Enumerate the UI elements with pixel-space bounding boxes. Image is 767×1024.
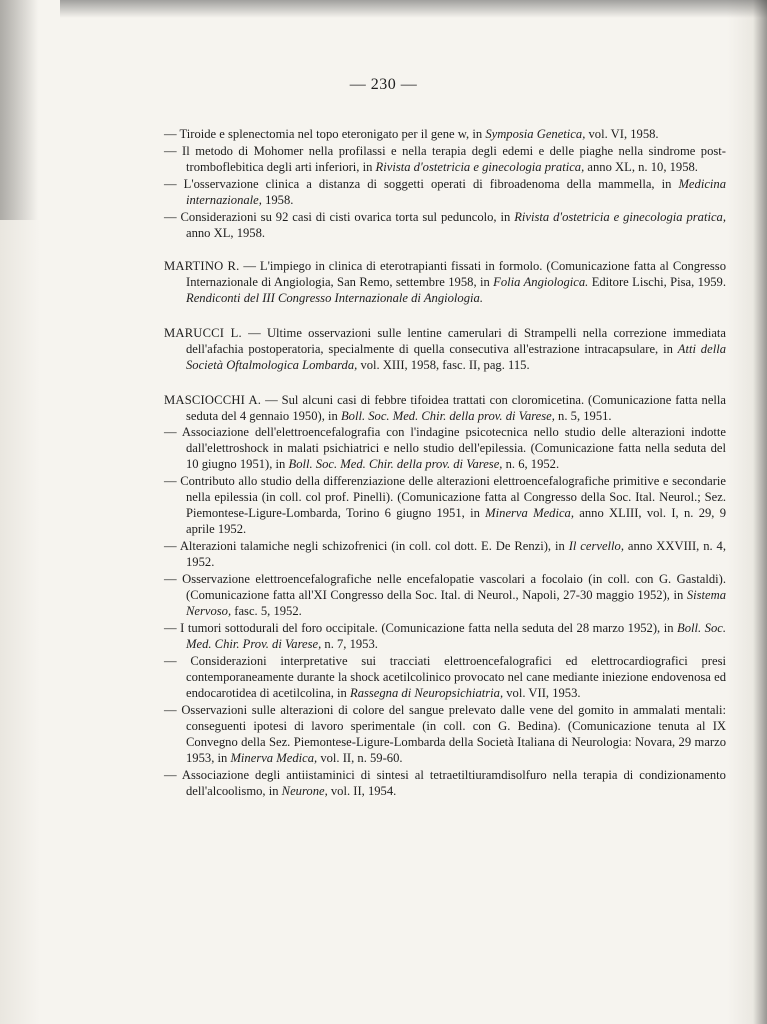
entry-dash: — [164, 210, 181, 224]
author-name: MARUCCI L. [164, 326, 242, 340]
bibliography-entry [164, 126, 726, 142]
entry-citation: vol. VII, 1953. [503, 686, 581, 700]
entry-citation: anno XL, 1958. [186, 226, 266, 240]
author-entry-marucci [164, 325, 726, 373]
entry-dash: — [164, 768, 182, 782]
bibliography-entry [164, 620, 726, 652]
entry-citation: vol. VI, 1958. [585, 127, 659, 141]
entry-dash: — [164, 144, 183, 158]
entry-text: — Sul alcuni casi di febbre tifoidea trattati con cloromicetina. (Comunicazione fatta nella seduta del 4 gennaio 1950), in [186, 393, 727, 423]
scan-left-shadow [0, 0, 38, 220]
entry-dash: — [164, 654, 191, 668]
entry-text: — L'impiego in clinica di eterotrapianti fissati in formolo. (Comunicazione fatta al Congresso Internazionale di Angiologia, San Remo, settembre 1958, in [186, 259, 726, 289]
bibliography-entry [164, 473, 726, 537]
bibliography-entry [164, 424, 726, 472]
entry-text: Osservazioni sulle alterazioni di colore del sangue prelevato dalle vene del gomito in ammalati mentali: conseguenti ipotesi di lavoro sperimentale (in coll. con G. Bedina). (Comunicazione tenuta al IX Convegno della Sez. Piemontese-Ligure-Lombarda della Società Italiana di Neurologia: Novara, 29 marzo 1953, in [181, 703, 726, 765]
bibliography-list [164, 126, 726, 800]
entry-text: Tiroide e splenectomia nel topo eteronigato per il gene w, in [179, 127, 486, 141]
entry-text: L'osservazione clinica a distanza di soggetti operati di fibroadenoma della mammella, in [183, 177, 679, 191]
entry-dash: — [164, 539, 180, 553]
entry-dash: — [164, 572, 183, 586]
author-entry-masciocchi [164, 392, 726, 424]
entry-citation: fasc. 5, 1952. [231, 604, 302, 618]
entry-citation: anno XLIII, vol. I, n. 29, 9 aprile 1952. [186, 506, 727, 536]
entry-text: — Ultime osservazioni sulle lentine camerulari di Strampelli nella correzione immediata dell'afachia postoperatoria, specialmente di quella consecutiva all'estrazione intracapsulare, in [186, 326, 726, 356]
entry-journal: Boll. Soc. Med. Chir. Prov. di Varese, [186, 621, 727, 651]
entry-citation: n. 6, 1952. [502, 457, 560, 471]
entry-citation: vol. II, 1954. [327, 784, 397, 798]
entry-citation: vol. XIII, 1958, fasc. II, pag. 115. [357, 358, 530, 372]
bibliography-entry [164, 209, 726, 241]
entry-dash: — [164, 127, 180, 141]
bibliography-entry [164, 176, 726, 208]
page-number: — 230 — [349, 76, 418, 93]
entry-journal: Folia Angiologica. [493, 275, 589, 289]
entry-journal: Il cervello, [568, 539, 624, 553]
entry-text: I tumori sottodurali del foro occipitale. (Comunicazione fatta nella seduta del 28 marzo 1952), in [180, 621, 678, 635]
entry-dash: — [164, 177, 184, 191]
bibliography-entry [164, 702, 726, 766]
entry-journal: Rassegna di Neuropsichiatria, [350, 686, 504, 700]
bibliography-entry [164, 767, 726, 799]
entry-proceedings: Rendiconti del III Congresso Internazionale di Angiologia. [186, 291, 483, 305]
scan-right-shadow [753, 0, 767, 1024]
entry-text: Considerazioni su 92 casi di cisti ovarica torta sul peduncolo, in [180, 210, 515, 224]
entry-text: Associazione degli antiistaminici di sintesi al tetraetiltiuramdisolfuro nella terapia di condizionamento dell'alcoolismo, in [181, 768, 726, 798]
entry-text: Contributo allo studio della differenziazione delle alterazioni elettroencefalografiche primitive e secondarie nella epilessia (in coll. col prof. Pinelli). (Comunicazione fatta al Congresso della Soc. Ital. Neurol.; Sez. Piemontese-Ligure-Lombarda, Torino 6 giugno 1951, in [180, 474, 726, 520]
entry-journal: Atti della Società Oftalmologica Lombarda, [186, 342, 726, 372]
entry-text: Alterazioni talamiche negli schizofrenici (in coll. col dott. E. De Renzi), in [179, 539, 569, 553]
scan-top-shadow [60, 0, 767, 18]
entry-journal: Sistema Nervoso, [186, 588, 726, 618]
entry-text: Associazione dell'elettroencefalografia con l'indagine psicotecnica nello studio delle alterazioni indotte dall'elettroshock in malati psichiatrici e nello studio dell'epilessia. (Comunicazione fatta nella seduta del 10 giugno 1951), in [181, 425, 726, 471]
entry-journal: Rivista d'ostetricia e ginecologia pratica, [375, 160, 585, 174]
entry-dash: — [164, 425, 182, 439]
entry-citation: n. 5, 1951. [554, 409, 612, 423]
author-entry-martino [164, 258, 726, 306]
entry-text: Il metodo di Mohomer nella profilassi e nella terapia degli edemi e delle piaghe nella sindrome post-tromboflebitica degli arti inferiori, in [182, 144, 726, 174]
author-name: MASCIOCCHI A. [164, 393, 262, 407]
entry-citation: Editore Lischi, Pisa, 1959. [588, 275, 726, 289]
entry-citation: n. 7, 1953. [321, 637, 378, 651]
bibliography-entry [164, 653, 726, 701]
entry-citation: 1958. [261, 193, 294, 207]
entry-journal: Minerva Medica, [485, 506, 575, 520]
bibliography-entry [164, 538, 726, 570]
entry-citation: anno XL, n. 10, 1958. [584, 160, 698, 174]
entry-journal: Boll. Soc. Med. Chir. della prov. di Varese, [288, 457, 503, 471]
entry-citation: anno XXVIII, n. 4, 1952. [186, 539, 727, 569]
entry-dash: — [164, 703, 182, 717]
entry-citation: vol. II, n. 59-60. [317, 751, 403, 765]
entry-dash: — [164, 621, 181, 635]
entry-text: Osservazione elettroencefalografiche nelle encefalopatie vascolari a focolaio (in coll. con G. Gastaldi). (Comunicazione fatta all'XI Congresso della Soc. Ital. di Neurol., Napoli, 27-30 maggio 1952), in [182, 572, 726, 602]
author-name: MARTINO R. [164, 259, 240, 273]
bibliography-entry [164, 143, 726, 175]
entry-journal: Symposia Genetica, [485, 127, 586, 141]
entry-journal: Neurone, [281, 784, 328, 798]
entry-journal: Rivista d'ostetricia e ginecologia pratica, [514, 210, 726, 224]
entry-text: Considerazioni interpretative sui tracciati elettroencefalografici ed elettrocardiografici presi contemporaneamente durante la shock acetilcolinico provocato nel cane mediante iniezione endovenosa ed endocarotidea di acetilcolina, in [186, 654, 726, 700]
entry-journal: Medicina internazionale, [186, 177, 726, 207]
entry-journal: Boll. Soc. Med. Chir. della prov. di Varese, [340, 409, 555, 423]
entry-dash: — [164, 474, 181, 488]
bibliography-entry [164, 571, 726, 619]
entry-journal: Minerva Medica, [230, 751, 318, 765]
